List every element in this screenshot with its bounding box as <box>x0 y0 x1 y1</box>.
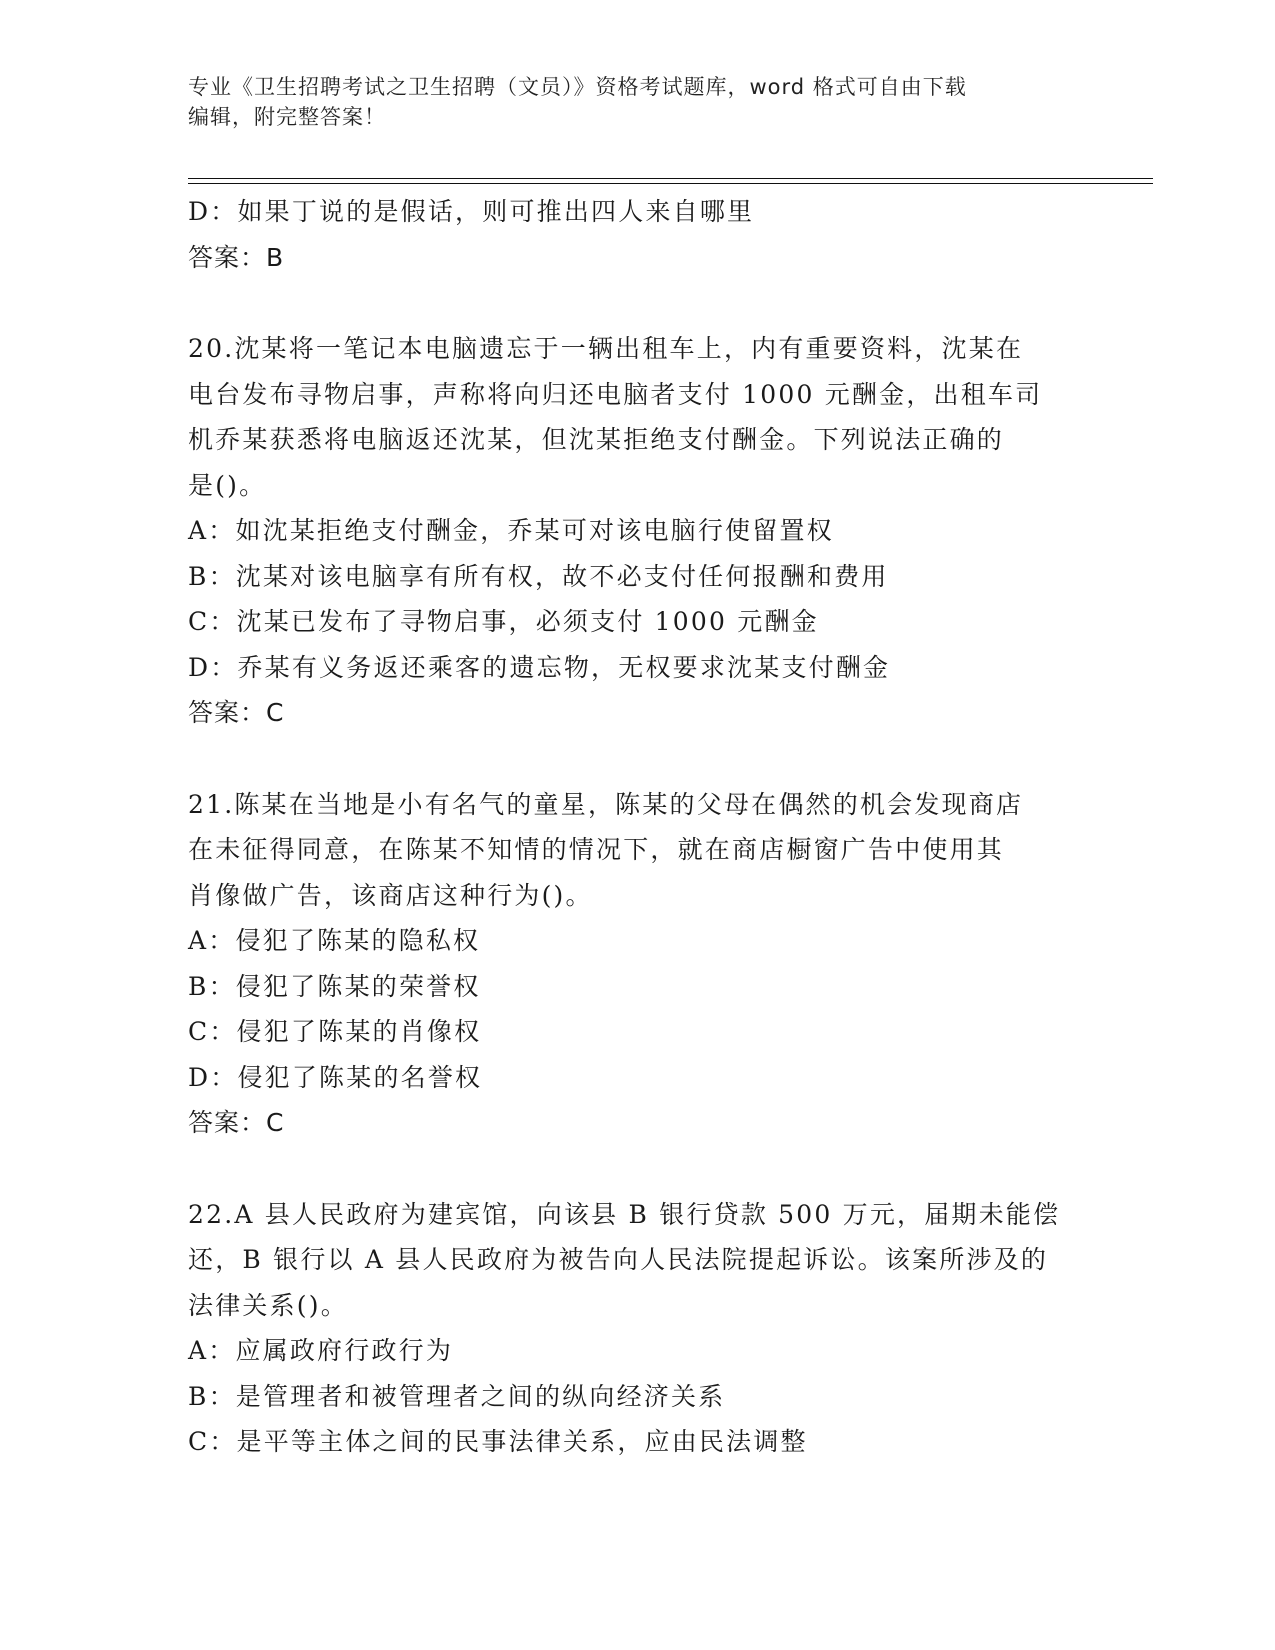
option-a: A：如沈某拒绝支付酬金，乔某可对该电脑行使留置权 <box>188 516 834 545</box>
spacer <box>188 280 1088 326</box>
option-d: D：侵犯了陈某的名誉权 <box>188 1062 483 1092</box>
option-a: A：侵犯了陈某的隐私权 <box>188 926 481 955</box>
question-19-tail <box>188 189 1088 280</box>
question-text-line: 法律关系()。 <box>188 1290 348 1320</box>
question-text-line: 肖像做广告，该商店这种行为()。 <box>188 880 593 910</box>
option-a: A：应属政府行政行为 <box>188 1336 454 1365</box>
option-d: D：乔某有义务返还乘客的遗忘物，无权要求沈某支付酬金 <box>188 652 891 682</box>
question-22 <box>188 1192 1088 1465</box>
question-text-line: 还，B 银行以 A 县人民政府为被告向人民法院提起诉讼。该案所涉及的 <box>188 1245 1049 1274</box>
answer-line: 答案：C <box>188 1108 285 1137</box>
question-text-line: 21.陈某在当地是小有名气的童星，陈某的父母在偶然的机会发现商店 <box>188 789 1024 819</box>
question-text-line: 是()。 <box>188 470 267 500</box>
answer-line: 答案：B <box>188 242 285 272</box>
option-c: C：沈某已发布了寻物启事，必须支付 1000 元酬金 <box>188 607 819 636</box>
question-list <box>188 189 1088 1465</box>
option-b: B：沈某对该电脑享有所有权，故不必支付任何报酬和费用 <box>188 561 889 591</box>
spacer <box>188 736 1088 782</box>
question-20 <box>188 326 1088 736</box>
question-text-line: 在未征得同意，在陈某不知情的情况下，就在商店橱窗广告中使用其 <box>188 835 1005 864</box>
header-line-1: 专业《卫生招聘考试之卫生招聘（文员）》资格考试题库，word 格式可自由下载 <box>188 75 967 99</box>
option-b: B：是管理者和被管理者之间的纵向经济关系 <box>188 1381 726 1411</box>
option-c: C：侵犯了陈某的肖像权 <box>188 1017 482 1046</box>
document-header <box>188 72 1088 132</box>
question-text-line: 机乔某获悉将电脑返还沈某，但沈某拒绝支付酬金。下列说法正确的 <box>188 425 1005 454</box>
question-text-line: 电台发布寻物启事，声称将向归还电脑者支付 1000 元酬金，出租车司 <box>188 379 1043 409</box>
answer-line: 答案：C <box>188 698 285 727</box>
option-d: D：如果丁说的是假话，则可推出四人来自哪里 <box>188 197 755 226</box>
question-21 <box>188 782 1088 1146</box>
option-b: B：侵犯了陈某的荣誉权 <box>188 971 481 1001</box>
question-text-line: 22.A 县人民政府为建宾馆，向该县 B 银行贷款 500 万元，届期未能偿 <box>188 1199 1061 1229</box>
header-divider-top <box>188 178 1153 179</box>
header-line-2: 编辑，附完整答案！ <box>188 105 386 129</box>
option-c: C：是平等主体之间的民事法律关系，应由民法调整 <box>188 1427 808 1456</box>
header-divider-bottom <box>188 183 1153 184</box>
spacer <box>188 1146 1088 1192</box>
question-text-line: 20.沈某将一笔记本电脑遗忘于一辆出租车上，内有重要资料，沈某在 <box>188 334 1024 363</box>
